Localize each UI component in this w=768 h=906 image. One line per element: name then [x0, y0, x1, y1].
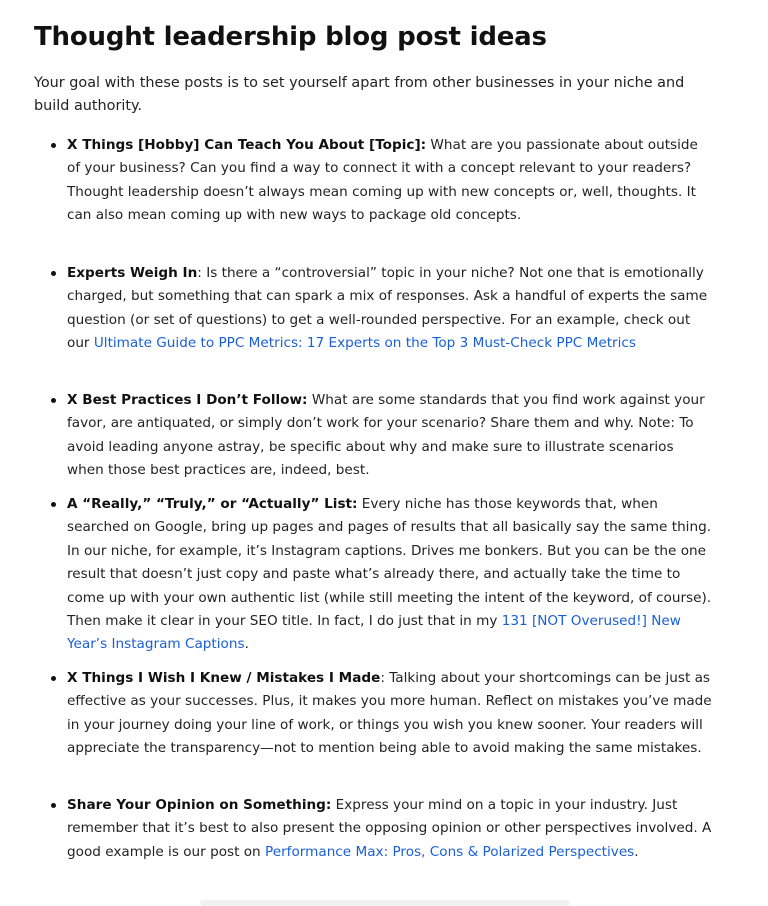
- bullet-icon: [51, 398, 56, 403]
- bottom-divider: [200, 900, 570, 906]
- item-heading: Experts Weigh In: [67, 265, 198, 281]
- item-after: .: [634, 843, 639, 860]
- ppc-metrics-link[interactable]: Ultimate Guide to PPC Metrics: 17 Experts on the Top 3 Must-Check PPC Metrics: [93, 335, 636, 352]
- list-item: [67, 493, 712, 657]
- bullet-icon: [51, 676, 56, 681]
- bullet-icon: [51, 143, 56, 148]
- item-body: Every niche has those keywords that, when searched on Google, bring up pages and pages of results that all basically say the same thing. In our niche, for example, it’s Instagram captions. Drives me bonkers. But you can be the one result that doesn’t just copy and paste what’s already there, and actually take the time to come up with your own authentic list (while still meeting the intent of the keyword, of course). Then make it clear in your SEO title. In fact, I do just that in my: [67, 496, 712, 630]
- list-item: [67, 389, 712, 483]
- item-body: : Talking about your shortcomings can be just as effective as your successes. Plus, it makes you more human. Reflect on mistakes you’ve made in your journey doing your line of work, or things you wish you knew sooner. Your readers will appreciate the transparency—not to mention being able to avoid making the same mistakes.: [67, 670, 712, 757]
- list-item: [67, 134, 712, 228]
- intro-paragraph: Your goal with these posts is to set yourself apart from other businesses in your niche and build authority.: [34, 75, 685, 114]
- item-body: : Is there a “controversial” topic in your niche? Not one that is emotionally charged, but something that can spark a mix of responses. Ask a handful of experts the same question (or set of questions) to get a well-rounded perspective. For an example, check out our: [67, 265, 708, 352]
- page-title: Thought leadership blog post ideas: [34, 22, 547, 52]
- item-heading: X Things I Wish I Knew / Mistakes I Made: [67, 670, 381, 686]
- bullet-icon: [51, 502, 56, 507]
- list-item: [67, 262, 712, 356]
- bullet-icon: [51, 803, 56, 808]
- item-body: What are you passionate about outside of your business? Can you find a way to connect it with a concept relevant to your readers? Thought leadership doesn’t always mean coming up with new concepts or, well, thoughts. It can also mean coming up with new ways to package old concepts.: [67, 137, 698, 224]
- item-heading: X Best Practices I Don’t Follow:: [67, 392, 308, 408]
- item-after: .: [244, 636, 249, 653]
- item-body: What are some standards that you find work against your favor, are antiquated, or simply don’t work for your scenario? Share them and why. Note: To avoid leading anyone astray, be specific about why and make sure to illustrate scenarios when those best practices are, indeed, best.: [67, 392, 705, 479]
- list-item: [67, 794, 712, 864]
- item-body: Express your mind on a topic in your industry. Just remember that it’s best to also present the opposing opinion or other perspectives involved. A good example is our post on: [67, 797, 712, 860]
- bullet-icon: [51, 271, 56, 276]
- item-heading: X Things [Hobby] Can Teach You About [Topic]:: [67, 137, 427, 153]
- instagram-captions-link[interactable]: 131 [NOT Overused!] New Year’s Instagram Captions: [67, 613, 681, 653]
- list-item: [67, 667, 712, 761]
- item-heading: A “Really,” “Truly,” or “Actually” List:: [67, 496, 358, 512]
- item-heading: Share Your Opinion on Something:: [67, 797, 332, 813]
- performance-max-link[interactable]: Performance Max: Pros, Cons & Polarized Perspectives: [265, 843, 635, 860]
